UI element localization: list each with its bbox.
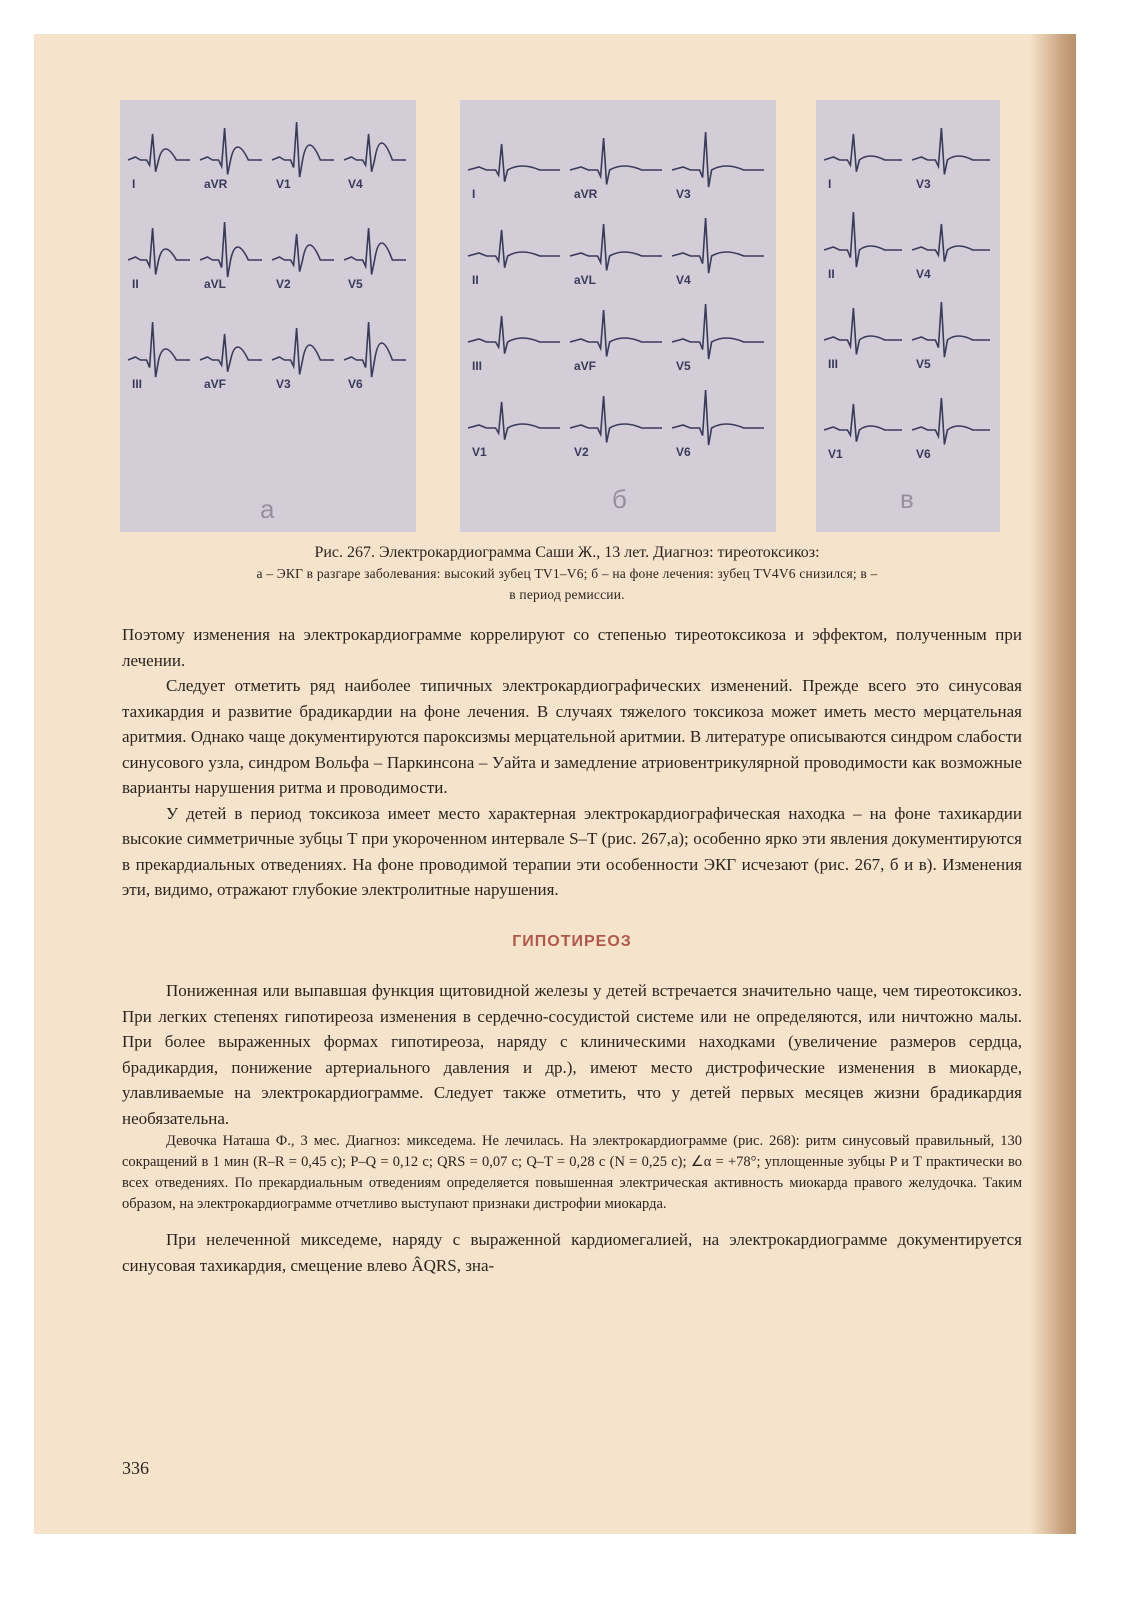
panel-c-lead-label: III [828, 357, 839, 371]
panel-a-trace [128, 322, 190, 377]
ecg-panel-c [816, 100, 1000, 532]
panel-c-lead-label: I [828, 177, 832, 191]
panel-b-trace [672, 132, 764, 187]
panel-b-trace [468, 316, 560, 354]
panel-c-trace [912, 398, 990, 444]
ecg-figure [120, 100, 1000, 540]
panel-b-lead-label: III [472, 359, 483, 373]
paragraph-3: У детей в период токсикоза имеет место характерная электрокардиографическая находка – на фоне тахикардии высокие симметричные зубцы T при укороченном интервале S–T (рис. 267,а); особенно ярко эти явления документируются в прекардиальных отведениях. На фоне проводимой терапии эти особенности ЭКГ исчезают (рис. 267, б и в). Изменения эти, видимо, отражают глубокие электролитные нарушения. [122, 803, 1022, 899]
paragraph-1: Поэтому изменения на электрокардиограмме коррелируют со степенью тиреотоксикоза и эффектом, полученным при лечении. [122, 625, 1022, 670]
panel-b-lead-label: V6 [676, 445, 691, 459]
panel-c-trace [824, 404, 902, 442]
panel-c-trace [824, 212, 902, 267]
panel-b-lead-label: V1 [472, 445, 487, 459]
panel-a-trace [128, 134, 190, 172]
panel-b-trace [468, 402, 560, 440]
panel-label-c: в [900, 484, 914, 514]
panel-c-trace [912, 224, 990, 262]
book-spine-shadow [1030, 34, 1076, 1534]
panel-b-lead-label: V2 [574, 445, 589, 459]
panel-c-trace [824, 134, 902, 172]
caption-line-3: в период ремиссии. [509, 587, 625, 602]
paragraph-2: Следует отметить ряд наиболее типичных электрокардиографических изменений. Прежде всего это синусовая тахикардия и развитие брадикардии на фоне лечения. В случаях тяжелого токсикоза может иметь место мерцательная аритмия. Однако чаще документируются пароксизмы мерцательной аритмии. В литературе описываются синдром слабости синусового узла, синдром Вольфа – Паркинсона – Уайта и замедление атриовентрикулярной проводимости как возможные варианты нарушения ритма и проводимости. [122, 676, 1022, 797]
panel-c-lead-label: V4 [916, 267, 931, 281]
book-page [34, 34, 1076, 1534]
panel-b-lead-label: V3 [676, 187, 691, 201]
case-report: Девочка Наташа Ф., 3 мес. Диагноз: микседема. Не лечилась. На электрокардиограмме (рис. 268): ритм синусовый правильный, 130 сокращений в 1 мин (R–R = 0,45 с); P–Q = 0,12 с; QRS = 0,07 с; Q–T = 0,28 с (N = 0,25 с); ∠α = +78°; уплощенные зубцы P и T практически во всех отведениях. По прекардиальным отведениям определяется повышенная электрическая активность миокарда правого желудочка. Таким образом, на электрокардиограмме отчетливо выступают признаки дистрофии миокарда. [122, 1133, 1022, 1212]
panel-label-b: б [612, 484, 627, 514]
panel-a-trace [344, 322, 406, 377]
panel-a-lead-label: I [132, 177, 136, 191]
caption-line-1: Рис. 267. Электрокардиограмма Саши Ж., 13 лет. Диагноз: тиреотоксикоз: [314, 544, 820, 561]
panel-a-lead-label: V5 [348, 277, 363, 291]
panel-a-trace [128, 228, 190, 274]
panel-label-a: а [260, 494, 275, 524]
panel-b-trace [468, 230, 560, 268]
paragraph-4: Пониженная или выпавшая функция щитовидной железы у детей встречается значительно чаще, чем тиреотоксикоз. При легких степенях гипотиреоза изменения в сердечно-сосудистой системе или не определяются, или ничтожно малы. При более выраженных формах гипотиреоза, наряду с клиническими находками (увеличение размеров сердца, брадикардия, понижение артериального давления и др.), имеют место дистрофические изменения в миокарде, улавливаемые на электрокардиограмме. Следует также отметить, что у детей первых месяцев жизни брадикардия необязательна. [122, 981, 1022, 1128]
panel-a-lead-label: aVL [204, 277, 227, 291]
panel-a-lead-label: V2 [276, 277, 291, 291]
body-text [122, 622, 1022, 1278]
figure-caption [112, 542, 1022, 605]
panel-b-lead-label: V5 [676, 359, 691, 373]
panel-b-lead-label: II [472, 273, 479, 287]
panel-a-lead-label: III [132, 377, 143, 391]
panel-c-lead-label: V5 [916, 357, 931, 371]
panel-b-lead-label: aVR [574, 187, 598, 201]
panel-b-trace [570, 310, 662, 356]
panel-c-lead-label: V3 [916, 177, 931, 191]
caption-line-2: а – ЭКГ в разгаре заболевания: высокий зубец TV1–V6; б – на фоне лечения: зубец TV4V6 снизился; в – [256, 566, 878, 581]
ecg-panel-a [120, 100, 416, 532]
panel-a-lead-label: V1 [276, 177, 291, 191]
panel-a-trace [272, 234, 334, 272]
panel-b-lead-label: V4 [676, 273, 691, 287]
panel-b-trace [570, 138, 662, 184]
panel-c-lead-label: V6 [916, 447, 931, 461]
panel-a-trace [344, 228, 406, 274]
panel-b-trace [570, 224, 662, 270]
panel-a-trace [200, 334, 262, 372]
panel-a-trace [200, 222, 262, 277]
panel-c-trace [912, 302, 990, 357]
panel-a-trace [272, 122, 334, 177]
panel-b-trace [468, 144, 560, 182]
panel-a-lead-label: aVF [204, 377, 227, 391]
panel-b-trace [570, 396, 662, 442]
panel-b-trace [672, 218, 764, 273]
paragraph-6: При нелеченной микседеме, наряду с выраженной кардиомегалией, на электрокардиограмме документируется синусовая тахикардия, смещение влево ÂQRS, зна- [122, 1230, 1022, 1275]
panel-a-lead-label: aVR [204, 177, 228, 191]
ecg-panel-b [460, 100, 776, 532]
section-heading: ГИПОТИРЕОЗ [512, 932, 632, 950]
panel-a-trace [200, 128, 262, 174]
panel-a-trace [344, 134, 406, 172]
panel-a-lead-label: V6 [348, 377, 363, 391]
ecg-traces-a [120, 100, 416, 532]
ecg-traces-c [816, 100, 1000, 532]
panel-b-lead-label: aVL [574, 273, 597, 287]
panel-b-trace [672, 304, 764, 359]
panel-b-trace [672, 390, 764, 445]
panel-c-trace [912, 128, 990, 174]
panel-a-trace [272, 328, 334, 374]
panel-b-lead-label: I [472, 187, 476, 201]
panel-c-lead-label: V1 [828, 447, 843, 461]
panel-b-lead-label: aVF [574, 359, 597, 373]
ecg-traces-b [460, 100, 776, 532]
panel-a-lead-label: V4 [348, 177, 363, 191]
panel-a-lead-label: II [132, 277, 139, 291]
page-number: 336 [122, 1458, 149, 1478]
panel-c-trace [824, 308, 902, 354]
panel-c-lead-label: II [828, 267, 835, 281]
panel-a-lead-label: V3 [276, 377, 291, 391]
